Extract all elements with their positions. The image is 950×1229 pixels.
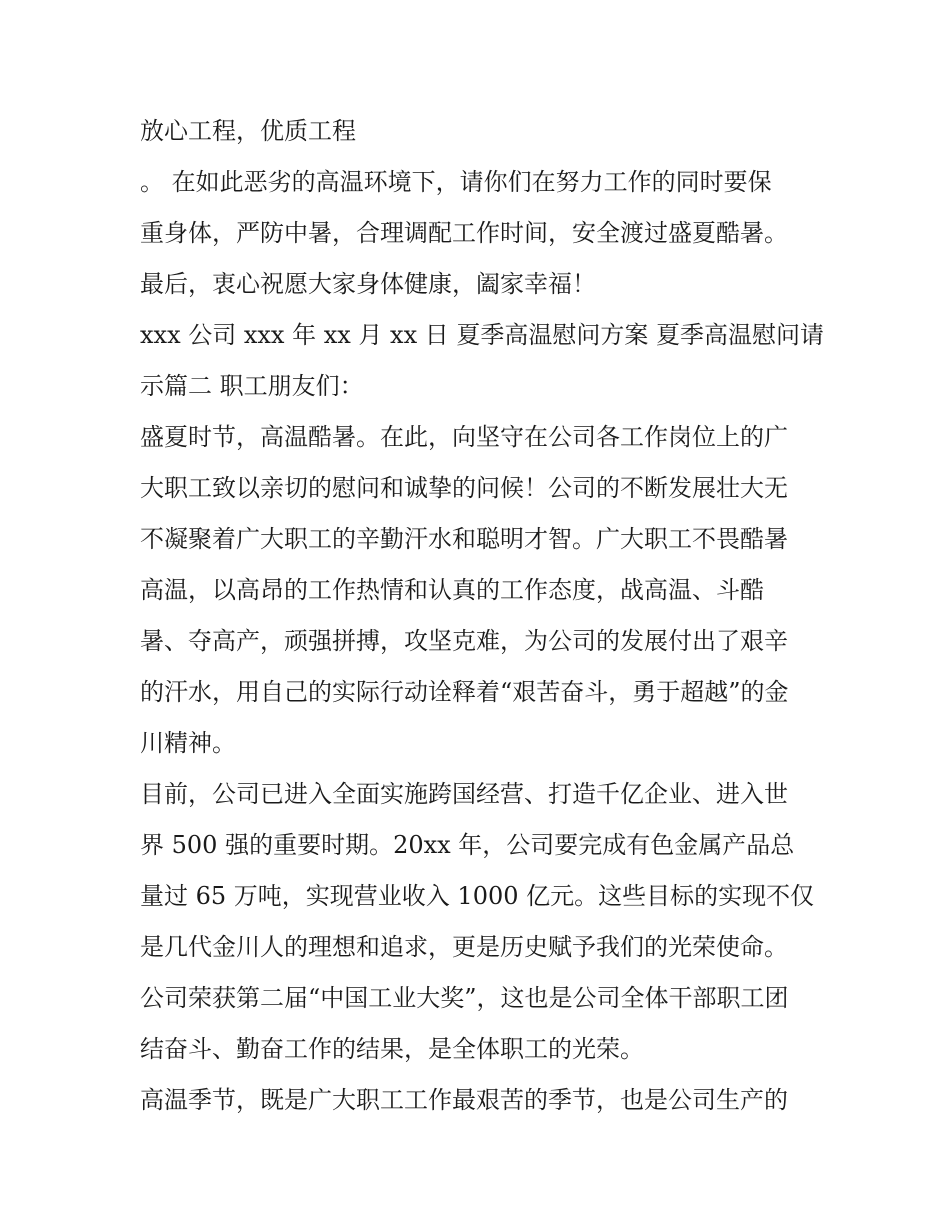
text-line: 盛夏时节，高温酷暑。在此，向坚守在公司各工作岗位上的广 (140, 423, 788, 451)
text-line: 重身体，严防中暑，合理调配工作时间，安全渡过盛夏酷暑。 (140, 219, 788, 247)
text-line: 目前，公司已进入全面实施跨国经营、打造千亿企业、进入世 (140, 780, 788, 808)
text-line: 结奋斗、勤奋工作的结果，是全体职工的光荣。 (140, 1035, 644, 1063)
text-line: 高温季节，既是广大职工工作最艰苦的季节，也是公司生产的 (140, 1086, 788, 1114)
text-line: 量过 65 万吨，实现营业收入 1000 亿元。这些目标的实现不仅 (140, 882, 815, 910)
document-body (140, 106, 825, 1126)
text-line: 的汗水，用自己的实际行动诠释着“艰苦奋斗，勇于超越”的金 (140, 678, 789, 706)
text-line: xxx 公司 xxx 年 xx 月 xx 日 夏季高温慰问方案 夏季高温慰问请 (140, 321, 825, 349)
text-line: 高温，以高昂的工作热情和认真的工作态度，战高温、斗酷 (140, 576, 764, 604)
text-line: 不凝聚着广大职工的辛勤汗水和聪明才智。广大职工不畏酷暑 (140, 525, 788, 553)
text-line: 界 500 强的重要时期。20xx 年，公司要完成有色金属产品总 (140, 831, 795, 859)
text-line: 川精神。 (140, 729, 236, 757)
text-line: 暑、夺高产，顽强拼搏，攻坚克难，为公司的发展付出了艰辛 (140, 627, 788, 655)
text-line: 大职工致以亲切的慰问和诚挚的问候！公司的不断发展壮大无 (140, 474, 788, 502)
text-line: 放心工程，优质工程 (140, 117, 356, 145)
text-line: 公司荣获第二届“中国工业大奖”，这也是公司全体干部职工团 (140, 984, 789, 1012)
text-line: 。 在如此恶劣的高温环境下，请你们在努力工作的同时要保 (140, 168, 772, 196)
text-line: 最后，衷心祝愿大家身体健康，阖家幸福！ (140, 270, 596, 298)
text-line: 是几代金川人的理想和追求，更是历史赋予我们的光荣使命。 (140, 933, 788, 961)
text-line: 示篇二 职工朋友们： (140, 372, 364, 400)
